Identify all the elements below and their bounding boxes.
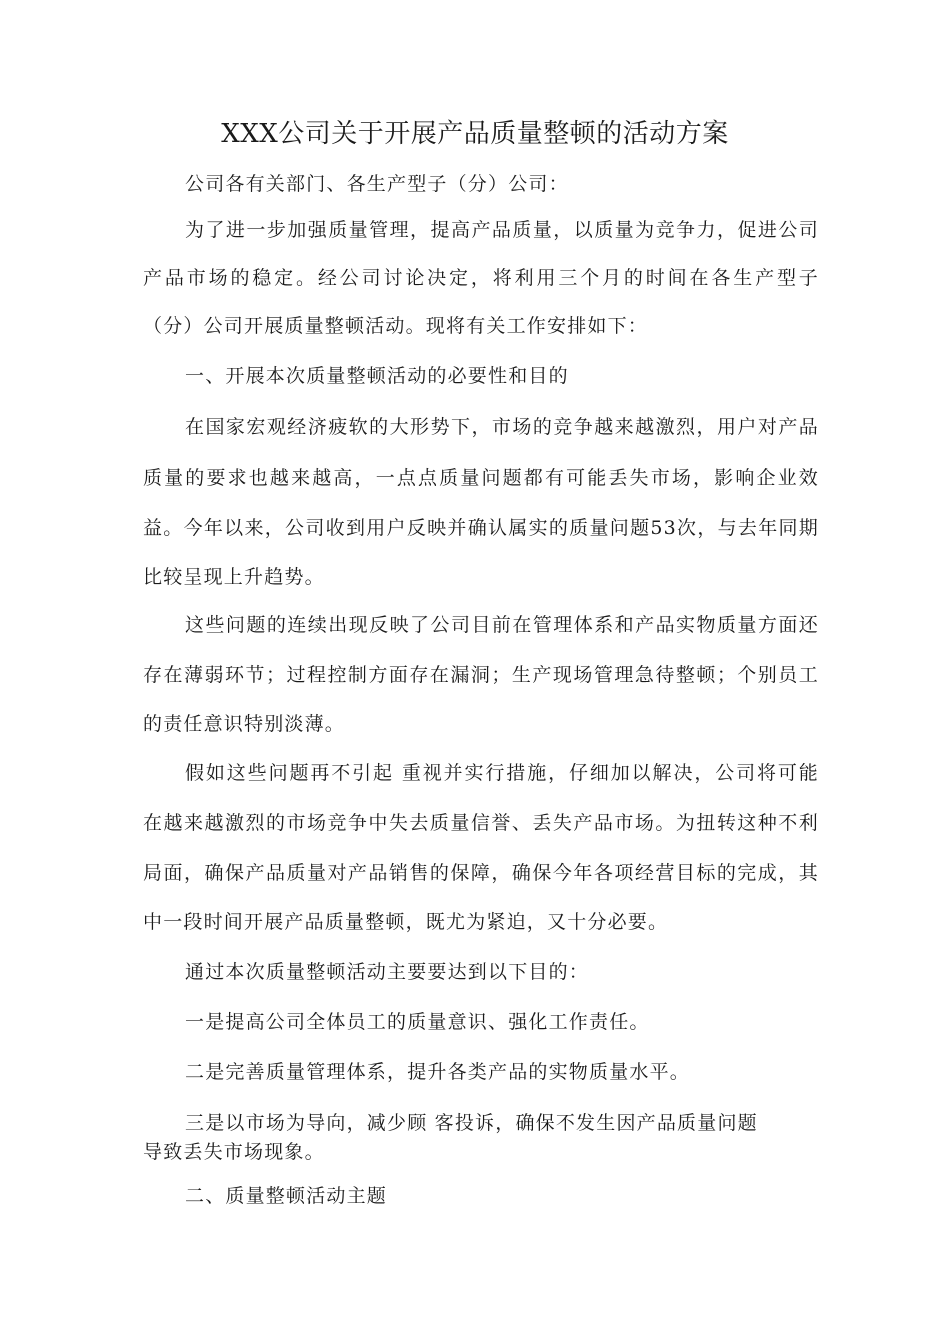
paragraph-urgency-line-1: 假如这些问题再不引起 重视并实行措施，仔细加以解决，公司将可能: [185, 762, 819, 784]
paragraph-intro-line-3: （分）公司开展质量整顿活动。现将有关工作安排如下：: [143, 315, 649, 337]
paragraph-background-line-2: 质量的要求也越来越高，一点点质量问题都有可能丢失市场，影响企业效: [143, 467, 819, 489]
paragraph-urgency-line-4: 中一段时间开展产品质量整顿，既尤为紧迫，又十分必要。: [143, 911, 669, 933]
paragraph-urgency-line-2: 在越来越激烈的市场竞争中失去质量信誉、丢失产品市场。为扭转这种不利: [143, 812, 819, 834]
section-heading-2: 二、质量整顿活动主题: [185, 1185, 388, 1207]
paragraph-problems-line-3: 的责任意识特别淡薄。: [143, 713, 346, 735]
paragraph-urgency-line-3: 局面，确保产品质量对产品销售的保障，确保今年各项经营目标的完成，其: [143, 862, 819, 884]
paragraph-intro-line-1: 为了进一步加强质量管理，提高产品质量，以质量为竞争力，促进公司: [185, 219, 819, 241]
section-heading-1: 一、开展本次质量整顿活动的必要性和目的: [185, 365, 569, 387]
paragraph-problems-line-2: 存在薄弱环节；过程控制方面存在漏洞；生产现场管理急待整顿；个别员工: [143, 664, 819, 686]
objective-item-3-line-1: 三是以市场为导向，减少顾 客投诉，确保不发生因产品质量问题: [185, 1112, 758, 1134]
objectives-intro-line: 通过本次质量整顿活动主要要达到以下目的：: [185, 961, 590, 983]
objective-item-2: 二是完善质量管理体系，提升各类产品的实物质量水平。: [185, 1061, 691, 1083]
paragraph-problems-line-1: 这些问题的连续出现反映了公司目前在管理体系和产品实物质量方面还: [185, 614, 819, 636]
document-title: XXX公司关于开展产品质量整顿的活动方案: [221, 119, 729, 149]
objective-item-1: 一是提高公司全体员工的质量意识、强化工作责任。: [185, 1011, 650, 1033]
paragraph-intro-line-2: 产品市场的稳定。经公司讨论决定，将利用三个月的时间在各生产型子: [143, 267, 819, 289]
objective-item-3-line-2: 导致丢失市场现象。: [143, 1141, 325, 1163]
paragraph-background-line-3: 益。今年以来，公司收到用户反映并确认属实的质量问题53次，与去年同期: [143, 517, 819, 539]
paragraph-background-line-1: 在国家宏观经济疲软的大形势下，市场的竞争越来越激烈，用户对产品: [185, 416, 819, 438]
paragraph-background-line-4: 比较呈现上升趋势。: [143, 566, 325, 588]
salutation-line: 公司各有关部门、各生产型子（分）公司：: [185, 173, 569, 195]
